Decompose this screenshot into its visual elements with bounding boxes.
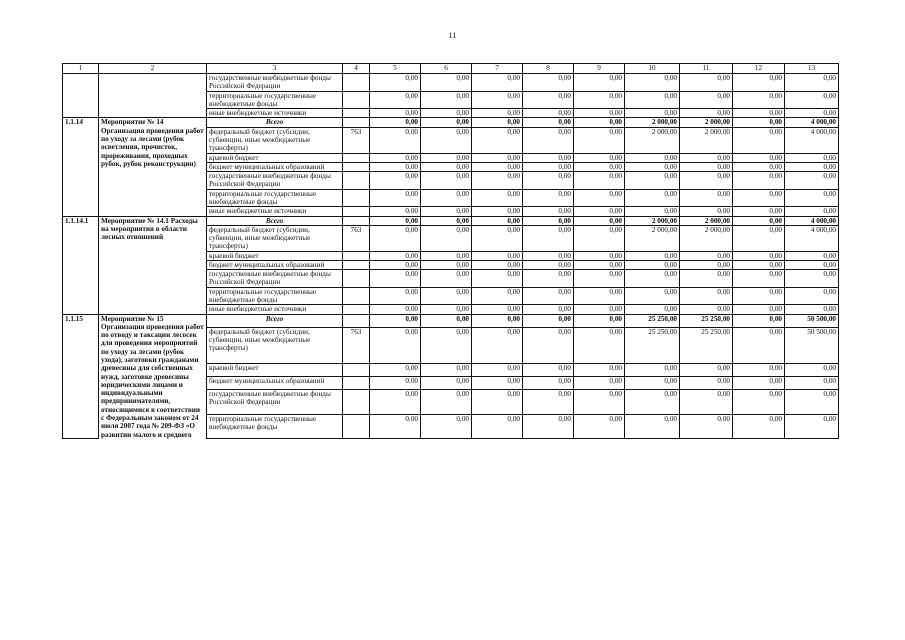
value-cell: 0,00 bbox=[574, 118, 625, 127]
funding-source: федеральный бюджет (субсидии, субвенции, иные межбюджетные трансферты) bbox=[207, 327, 343, 363]
value-cell: 0,00 bbox=[523, 305, 574, 314]
value-cell: 0,00 bbox=[785, 287, 839, 305]
value-cell: 0,00 bbox=[680, 260, 733, 269]
page-number: 11 bbox=[448, 31, 457, 40]
value-cell: 0,00 bbox=[625, 153, 680, 162]
value-cell: 0,00 bbox=[733, 327, 785, 363]
value-cell: 0,00 bbox=[680, 251, 733, 260]
value-cell: 0,00 bbox=[733, 118, 785, 127]
value-cell: 0,00 bbox=[733, 189, 785, 207]
value-cell: 0,00 bbox=[523, 314, 574, 327]
funding-source: иные внебюджетные источники bbox=[207, 109, 343, 118]
value-cell: 0,00 bbox=[733, 172, 785, 190]
value-cell: 0,00 bbox=[472, 363, 523, 376]
value-cell: 0,00 bbox=[574, 109, 625, 118]
column-header-7: 7 bbox=[472, 64, 523, 74]
value-cell: 0,00 bbox=[680, 363, 733, 376]
value-cell: 0,00 bbox=[523, 91, 574, 109]
value-cell: 0,00 bbox=[421, 74, 472, 92]
value-cell: 0,00 bbox=[370, 162, 421, 171]
funding-source: территориальные государственные внебюджетные фонды bbox=[207, 287, 343, 305]
kbk-code bbox=[343, 162, 370, 171]
value-cell: 0,00 bbox=[421, 260, 472, 269]
value-cell: 0,00 bbox=[370, 363, 421, 376]
value-cell: 0,00 bbox=[785, 251, 839, 260]
kbk-code: 763 bbox=[343, 127, 370, 153]
value-cell: 0,00 bbox=[523, 389, 574, 414]
value-cell: 0,00 bbox=[680, 287, 733, 305]
value-cell: 0,00 bbox=[785, 270, 839, 288]
value-cell: 0,00 bbox=[421, 127, 472, 153]
kbk-code bbox=[343, 251, 370, 260]
value-cell: 0,00 bbox=[523, 118, 574, 127]
value-cell: 0,00 bbox=[733, 363, 785, 376]
value-cell: 0,00 bbox=[523, 414, 574, 439]
value-cell: 0,00 bbox=[421, 251, 472, 260]
value-cell: 0,00 bbox=[733, 127, 785, 153]
value-cell: 0,00 bbox=[523, 260, 574, 269]
value-cell: 0,00 bbox=[370, 216, 421, 225]
value-cell: 2 000,00 bbox=[680, 216, 733, 225]
value-cell: 0,00 bbox=[785, 153, 839, 162]
value-cell: 0,00 bbox=[472, 287, 523, 305]
value-cell: 0,00 bbox=[574, 287, 625, 305]
column-header-4: 4 bbox=[343, 64, 370, 74]
budget-table bbox=[62, 63, 839, 439]
value-cell: 0,00 bbox=[523, 189, 574, 207]
value-cell: 0,00 bbox=[625, 162, 680, 171]
value-cell: 0,00 bbox=[733, 225, 785, 251]
value-cell: 0,00 bbox=[370, 172, 421, 190]
value-cell: 0,00 bbox=[523, 287, 574, 305]
value-cell: 0,00 bbox=[574, 260, 625, 269]
kbk-code bbox=[343, 260, 370, 269]
column-header-12: 12 bbox=[733, 64, 785, 74]
value-cell: 0,00 bbox=[472, 153, 523, 162]
value-cell: 0,00 bbox=[370, 225, 421, 251]
value-cell: 0,00 bbox=[625, 91, 680, 109]
value-cell: 0,00 bbox=[625, 287, 680, 305]
value-cell: 0,00 bbox=[370, 109, 421, 118]
value-cell: 25 250,00 bbox=[680, 327, 733, 363]
value-cell: 0,00 bbox=[574, 189, 625, 207]
value-cell: 0,00 bbox=[472, 389, 523, 414]
value-cell: 0,00 bbox=[370, 207, 421, 216]
funding-source: иные внебюджетные источники bbox=[207, 207, 343, 216]
value-cell: 0,00 bbox=[523, 327, 574, 363]
value-cell: 0,00 bbox=[472, 314, 523, 327]
funding-source: иные внебюджетные источники bbox=[207, 305, 343, 314]
value-cell: 0,00 bbox=[785, 189, 839, 207]
value-cell: 0,00 bbox=[625, 305, 680, 314]
value-cell: 0,00 bbox=[574, 91, 625, 109]
kbk-code bbox=[343, 153, 370, 162]
value-cell: 0,00 bbox=[574, 153, 625, 162]
row-code bbox=[63, 74, 99, 118]
value-cell: 0,00 bbox=[733, 91, 785, 109]
value-cell: 0,00 bbox=[733, 153, 785, 162]
value-cell: 0,00 bbox=[421, 314, 472, 327]
value-cell: 0,00 bbox=[472, 172, 523, 190]
total-row bbox=[63, 118, 839, 127]
value-cell: 0,00 bbox=[370, 287, 421, 305]
value-cell: 0,00 bbox=[574, 216, 625, 225]
value-cell: 0,00 bbox=[421, 91, 472, 109]
value-cell: 0,00 bbox=[574, 327, 625, 363]
value-cell: 0,00 bbox=[680, 172, 733, 190]
value-cell: 0,00 bbox=[370, 74, 421, 92]
total-row bbox=[63, 216, 839, 225]
value-cell: 0,00 bbox=[733, 287, 785, 305]
column-header-8: 8 bbox=[523, 64, 574, 74]
value-cell: 0,00 bbox=[370, 270, 421, 288]
value-cell: 0,00 bbox=[421, 153, 472, 162]
value-cell: 4 000,00 bbox=[785, 216, 839, 225]
funding-source: бюджет муниципальных образований bbox=[207, 260, 343, 269]
value-cell: 0,00 bbox=[733, 216, 785, 225]
value-cell: 0,00 bbox=[574, 251, 625, 260]
value-cell: 0,00 bbox=[625, 414, 680, 439]
value-cell: 2 000,00 bbox=[680, 127, 733, 153]
kbk-code bbox=[343, 414, 370, 439]
value-cell: 0,00 bbox=[523, 207, 574, 216]
value-cell: 0,00 bbox=[472, 327, 523, 363]
value-cell: 0,00 bbox=[523, 270, 574, 288]
value-cell: 0,00 bbox=[472, 74, 523, 92]
value-cell: 0,00 bbox=[785, 207, 839, 216]
value-cell: 0,00 bbox=[370, 314, 421, 327]
activity-description: Мероприятие № 14 Организация проведения работ по уходу за лесами (рубок осветления, прочисток, прореживания, проходных рубок, рубок реконструкции) bbox=[99, 118, 207, 216]
value-cell: 0,00 bbox=[625, 189, 680, 207]
value-cell: 0,00 bbox=[680, 305, 733, 314]
value-cell: 0,00 bbox=[733, 376, 785, 389]
value-cell: 0,00 bbox=[680, 153, 733, 162]
column-header-6: 6 bbox=[421, 64, 472, 74]
value-cell: 0,00 bbox=[625, 363, 680, 376]
value-cell: 0,00 bbox=[785, 260, 839, 269]
funding-source: Всего bbox=[207, 118, 343, 127]
funding-source: Всего bbox=[207, 314, 343, 327]
value-cell: 0,00 bbox=[472, 127, 523, 153]
kbk-code bbox=[343, 91, 370, 109]
value-cell: 0,00 bbox=[574, 127, 625, 153]
funding-source: территориальные государственные внебюджетные фонды bbox=[207, 91, 343, 109]
value-cell: 0,00 bbox=[472, 216, 523, 225]
value-cell: 0,00 bbox=[421, 118, 472, 127]
value-cell: 2 000,00 bbox=[625, 225, 680, 251]
value-cell: 0,00 bbox=[370, 305, 421, 314]
value-cell: 0,00 bbox=[421, 327, 472, 363]
funding-source: территориальные государственные внебюджетные фонды bbox=[207, 189, 343, 207]
activity-description: Мероприятие № 15 Организация проведения работ по отводу и таксации лесосек для проведения мероприятий по уходу за лесами (рубок ухода), заготовки гражданами древесины для собственных нужд, заготовке древесины юридическими лицами и индивидуальными предпринимателями, относящимися в соответствии с Федеральным законом от 24 июля 2007 года № 209-ФЗ «О развитии малого и среднего bbox=[99, 314, 207, 439]
value-cell: 0,00 bbox=[472, 207, 523, 216]
value-cell: 0,00 bbox=[472, 260, 523, 269]
column-header-3: 3 bbox=[207, 64, 343, 74]
value-cell: 0,00 bbox=[472, 270, 523, 288]
funding-source: государственные внебюджетные фонды Российской Федерации bbox=[207, 270, 343, 288]
value-cell: 4 000,00 bbox=[785, 127, 839, 153]
value-cell: 0,00 bbox=[785, 74, 839, 92]
value-cell: 0,00 bbox=[625, 251, 680, 260]
value-cell: 0,00 bbox=[574, 389, 625, 414]
value-cell: 0,00 bbox=[523, 225, 574, 251]
value-cell: 0,00 bbox=[733, 251, 785, 260]
value-cell: 0,00 bbox=[785, 91, 839, 109]
value-cell: 0,00 bbox=[421, 216, 472, 225]
funding-source: краевой бюджет bbox=[207, 363, 343, 376]
value-cell: 0,00 bbox=[680, 389, 733, 414]
value-cell: 0,00 bbox=[472, 414, 523, 439]
value-cell: 0,00 bbox=[574, 207, 625, 216]
value-cell: 0,00 bbox=[370, 127, 421, 153]
total-row bbox=[63, 314, 839, 327]
kbk-code bbox=[343, 172, 370, 190]
value-cell: 0,00 bbox=[421, 189, 472, 207]
value-cell: 0,00 bbox=[733, 305, 785, 314]
value-cell: 0,00 bbox=[523, 363, 574, 376]
value-cell: 0,00 bbox=[523, 172, 574, 190]
value-cell: 25 250,00 bbox=[625, 314, 680, 327]
row-code: 1.1.14 bbox=[63, 118, 99, 216]
kbk-code bbox=[343, 287, 370, 305]
value-cell: 0,00 bbox=[680, 207, 733, 216]
value-cell: 0,00 bbox=[574, 162, 625, 171]
funding-source: федеральный бюджет (субсидии, субвенции, иные межбюджетные трансферты) bbox=[207, 127, 343, 153]
kbk-code bbox=[343, 118, 370, 127]
value-cell: 0,00 bbox=[625, 74, 680, 92]
kbk-code bbox=[343, 314, 370, 327]
value-cell: 0,00 bbox=[733, 314, 785, 327]
value-cell: 0,00 bbox=[370, 376, 421, 389]
value-cell: 0,00 bbox=[472, 189, 523, 207]
value-cell: 0,00 bbox=[472, 91, 523, 109]
table-body bbox=[63, 74, 839, 439]
kbk-code bbox=[343, 363, 370, 376]
value-cell: 0,00 bbox=[370, 153, 421, 162]
value-cell: 0,00 bbox=[421, 414, 472, 439]
value-cell: 0,00 bbox=[370, 251, 421, 260]
value-cell: 0,00 bbox=[785, 363, 839, 376]
value-cell: 0,00 bbox=[472, 376, 523, 389]
kbk-code bbox=[343, 305, 370, 314]
funding-source: территориальные государственные внебюджетные фонды bbox=[207, 414, 343, 439]
table-header bbox=[63, 64, 839, 74]
value-cell: 0,00 bbox=[733, 260, 785, 269]
funding-source: краевой бюджет bbox=[207, 153, 343, 162]
value-cell: 25 250,00 bbox=[680, 314, 733, 327]
value-cell: 0,00 bbox=[680, 376, 733, 389]
column-header-5: 5 bbox=[370, 64, 421, 74]
value-cell: 0,00 bbox=[680, 74, 733, 92]
value-cell: 0,00 bbox=[421, 270, 472, 288]
value-cell: 0,00 bbox=[574, 74, 625, 92]
value-cell: 2 000,00 bbox=[625, 127, 680, 153]
row-code: 1.1.15 bbox=[63, 314, 99, 439]
value-cell: 0,00 bbox=[785, 109, 839, 118]
value-cell: 0,00 bbox=[680, 109, 733, 118]
column-header-9: 9 bbox=[574, 64, 625, 74]
value-cell: 0,00 bbox=[421, 225, 472, 251]
kbk-code bbox=[343, 216, 370, 225]
funding-source: бюджет муниципальных образований bbox=[207, 376, 343, 389]
value-cell: 0,00 bbox=[785, 305, 839, 314]
value-cell: 25 250,00 bbox=[625, 327, 680, 363]
kbk-code bbox=[343, 389, 370, 414]
value-cell: 0,00 bbox=[523, 216, 574, 225]
funding-source: Всего bbox=[207, 216, 343, 225]
value-cell: 0,00 bbox=[785, 414, 839, 439]
value-cell: 0,00 bbox=[421, 363, 472, 376]
value-cell: 0,00 bbox=[574, 414, 625, 439]
value-cell: 0,00 bbox=[733, 207, 785, 216]
value-cell: 0,00 bbox=[472, 251, 523, 260]
funding-source: государственные внебюджетные фонды Российской Федерации bbox=[207, 172, 343, 190]
funding-source: государственные внебюджетные фонды Российской Федерации bbox=[207, 389, 343, 414]
value-cell: 2 000,00 bbox=[625, 216, 680, 225]
value-cell: 2 000,00 bbox=[680, 118, 733, 127]
value-cell: 0,00 bbox=[421, 162, 472, 171]
value-cell: 0,00 bbox=[574, 305, 625, 314]
funding-source: краевой бюджет bbox=[207, 251, 343, 260]
column-header-13: 13 bbox=[785, 64, 839, 74]
funding-source: государственные внебюджетные фонды Российской Федерации bbox=[207, 74, 343, 92]
value-cell: 0,00 bbox=[785, 172, 839, 190]
value-cell: 0,00 bbox=[625, 270, 680, 288]
value-cell: 0,00 bbox=[680, 162, 733, 171]
value-cell: 0,00 bbox=[574, 363, 625, 376]
value-cell: 0,00 bbox=[785, 389, 839, 414]
value-cell: 0,00 bbox=[421, 172, 472, 190]
value-cell: 0,00 bbox=[370, 118, 421, 127]
activity-description bbox=[99, 74, 207, 118]
value-cell: 4 000,00 bbox=[785, 225, 839, 251]
column-header-11: 11 bbox=[680, 64, 733, 74]
row-code: 1.1.14.1 bbox=[63, 216, 99, 314]
value-cell: 2 000,00 bbox=[680, 225, 733, 251]
value-cell: 0,00 bbox=[785, 376, 839, 389]
funding-source: бюджет муниципальных образований bbox=[207, 162, 343, 171]
value-cell: 0,00 bbox=[472, 109, 523, 118]
value-cell: 0,00 bbox=[421, 109, 472, 118]
value-cell: 2 000,00 bbox=[625, 118, 680, 127]
value-cell: 50 500,00 bbox=[785, 314, 839, 327]
kbk-code bbox=[343, 376, 370, 389]
value-cell: 0,00 bbox=[523, 251, 574, 260]
value-cell: 0,00 bbox=[523, 153, 574, 162]
kbk-code bbox=[343, 189, 370, 207]
value-cell: 0,00 bbox=[523, 162, 574, 171]
value-cell: 0,00 bbox=[421, 376, 472, 389]
value-cell: 0,00 bbox=[733, 414, 785, 439]
value-cell: 0,00 bbox=[574, 376, 625, 389]
value-cell: 0,00 bbox=[574, 314, 625, 327]
header-row bbox=[63, 64, 839, 74]
value-cell: 0,00 bbox=[574, 225, 625, 251]
kbk-code bbox=[343, 270, 370, 288]
value-cell: 0,00 bbox=[370, 189, 421, 207]
funding-source: федеральный бюджет (субсидии, субвенции, иные межбюджетные трансферты) bbox=[207, 225, 343, 251]
value-cell: 0,00 bbox=[785, 162, 839, 171]
value-cell: 0,00 bbox=[472, 118, 523, 127]
value-cell: 0,00 bbox=[523, 376, 574, 389]
value-cell: 0,00 bbox=[625, 376, 680, 389]
value-cell: 0,00 bbox=[421, 207, 472, 216]
table-row bbox=[63, 74, 839, 92]
value-cell: 0,00 bbox=[680, 414, 733, 439]
activity-description: Мероприятие № 14.1 Расходы на мероприятия в области лесных отношений bbox=[99, 216, 207, 314]
value-cell: 0,00 bbox=[680, 189, 733, 207]
value-cell: 0,00 bbox=[523, 74, 574, 92]
value-cell: 0,00 bbox=[370, 327, 421, 363]
value-cell: 0,00 bbox=[625, 207, 680, 216]
value-cell: 0,00 bbox=[733, 162, 785, 171]
kbk-code bbox=[343, 207, 370, 216]
kbk-code: 763 bbox=[343, 225, 370, 251]
kbk-code: 763 bbox=[343, 327, 370, 363]
value-cell: 0,00 bbox=[370, 414, 421, 439]
value-cell: 0,00 bbox=[421, 287, 472, 305]
value-cell: 0,00 bbox=[421, 389, 472, 414]
value-cell: 0,00 bbox=[733, 74, 785, 92]
value-cell: 0,00 bbox=[733, 270, 785, 288]
value-cell: 0,00 bbox=[625, 389, 680, 414]
value-cell: 0,00 bbox=[680, 91, 733, 109]
value-cell: 0,00 bbox=[370, 389, 421, 414]
value-cell: 0,00 bbox=[574, 270, 625, 288]
value-cell: 0,00 bbox=[472, 225, 523, 251]
kbk-code bbox=[343, 74, 370, 92]
value-cell: 0,00 bbox=[733, 109, 785, 118]
kbk-code bbox=[343, 109, 370, 118]
column-header-1: 1 bbox=[63, 64, 99, 74]
value-cell: 0,00 bbox=[523, 127, 574, 153]
column-header-10: 10 bbox=[625, 64, 680, 74]
value-cell: 0,00 bbox=[733, 389, 785, 414]
value-cell: 0,00 bbox=[625, 172, 680, 190]
value-cell: 0,00 bbox=[370, 260, 421, 269]
value-cell: 0,00 bbox=[574, 172, 625, 190]
value-cell: 50 500,00 bbox=[785, 327, 839, 363]
value-cell: 0,00 bbox=[370, 91, 421, 109]
value-cell: 0,00 bbox=[625, 260, 680, 269]
value-cell: 0,00 bbox=[472, 305, 523, 314]
value-cell: 0,00 bbox=[421, 305, 472, 314]
column-header-2: 2 bbox=[99, 64, 207, 74]
value-cell: 4 000,00 bbox=[785, 118, 839, 127]
value-cell: 0,00 bbox=[523, 109, 574, 118]
value-cell: 0,00 bbox=[472, 162, 523, 171]
value-cell: 0,00 bbox=[625, 109, 680, 118]
value-cell: 0,00 bbox=[680, 270, 733, 288]
